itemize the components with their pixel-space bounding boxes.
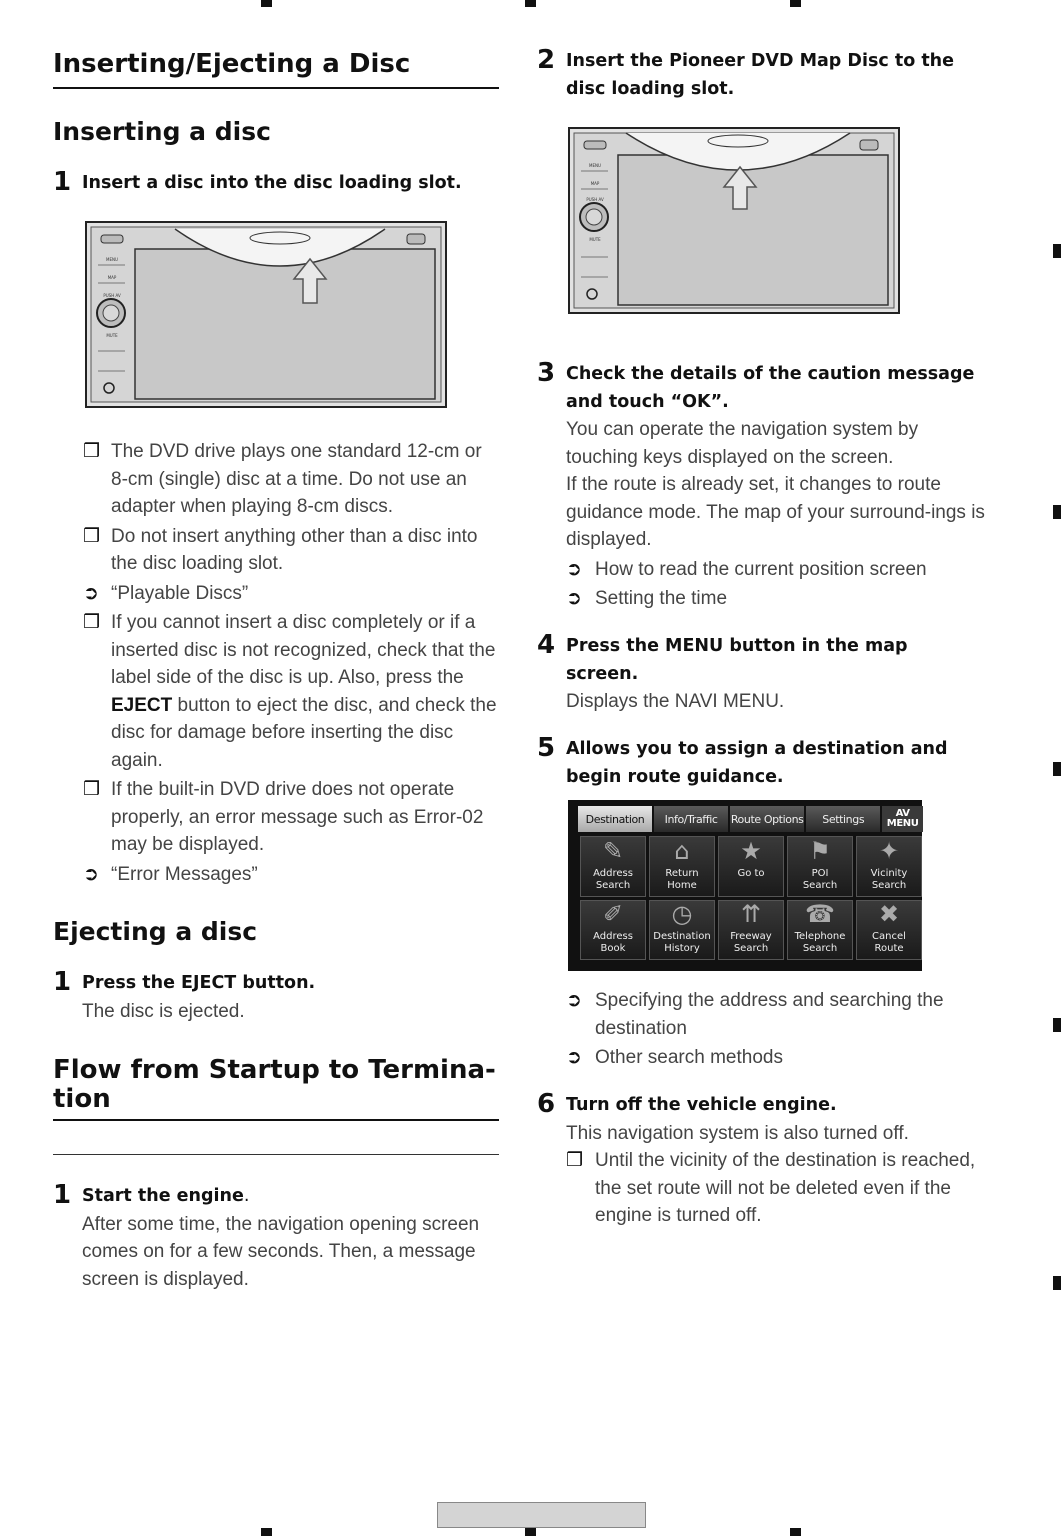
note-item	[53, 609, 499, 774]
registration-mark	[790, 1528, 801, 1536]
step-2	[537, 45, 987, 103]
step-body: This navigation system is also turned off.	[566, 1122, 909, 1144]
return-home-button[interactable]	[649, 836, 715, 897]
tab-settings[interactable]: Settings	[806, 806, 880, 832]
note-text: Do not insert anything other than a disc into the disc loading slot.	[111, 525, 478, 574]
note-item	[53, 776, 499, 859]
button-label: Route	[874, 943, 904, 954]
address-book-button[interactable]	[580, 900, 646, 961]
menu-tabs	[578, 806, 923, 832]
note-item	[53, 523, 499, 578]
note-text-after: button to eject the disc, and check the disc for damage before inserting the disc again.	[111, 694, 497, 771]
button-label: Home	[667, 879, 697, 891]
av-menu-button[interactable]	[882, 806, 923, 832]
bullet-box-icon: ❒	[83, 440, 101, 462]
address-search-icon: ✎	[602, 836, 624, 865]
registration-mark	[525, 0, 536, 7]
bullet-box-icon: ❒	[83, 524, 101, 547]
registration-mark	[261, 0, 272, 7]
history-icon: ◷	[671, 900, 693, 928]
map-label: MAP	[590, 181, 600, 186]
av-label: AV	[895, 808, 910, 819]
step-text	[82, 970, 499, 998]
menu-label: MENU	[106, 257, 118, 262]
step-number: 5	[537, 733, 556, 763]
step-text-main: Start the engine	[82, 1186, 244, 1206]
poi-icon: ⚑	[809, 836, 831, 865]
navi-menu-screen	[568, 800, 922, 971]
registration-mark	[525, 1528, 536, 1536]
button-label: Vicinity	[870, 867, 908, 879]
step-text-before: Press the	[566, 636, 666, 656]
address-search-button[interactable]	[580, 836, 646, 897]
button-label: Cancel	[872, 931, 906, 942]
registration-mark	[1053, 505, 1061, 519]
step-text: Turn off the vehicle engine.	[566, 1095, 837, 1115]
step-text-after: button in the map screen.	[566, 636, 908, 684]
note-text-before: If you cannot insert a disc completely or if a inserted disc is not recognized, check that the label side of the disc is up. Also, press the	[111, 612, 496, 688]
registration-mark	[1053, 1276, 1061, 1290]
step-number: 2	[537, 45, 556, 75]
freeway-search-button[interactable]	[718, 900, 784, 961]
button-label: Search	[802, 943, 838, 954]
title-line-2: tion	[53, 1084, 111, 1115]
step-text: Insert the Pioneer DVD Map Disc to the disc loading slot.	[566, 51, 955, 99]
reference-link[interactable]	[537, 585, 987, 613]
note-item	[53, 438, 499, 521]
step-text: Check the details of the caution message and touch “OK”.	[566, 364, 975, 412]
registration-mark	[790, 0, 801, 7]
step-text: Insert a disc into the disc loading slot.	[82, 173, 462, 193]
reference-arrow-icon: ➲	[83, 581, 99, 604]
subsection-heading: Ejecting a disc	[53, 917, 258, 946]
step-number: 1	[53, 967, 72, 997]
section-title	[53, 1056, 496, 1114]
step-text: Allows you to assign a destination and begin route guidance.	[566, 739, 948, 787]
map-label: MAP	[107, 275, 117, 280]
step-body: Displays the NAVI MENU.	[566, 691, 785, 712]
note-text: If the built-in DVD drive does not operate properly, an error message such as Error-02 may be displayed.	[111, 779, 484, 855]
menu-grid	[580, 836, 922, 960]
go-to-button[interactable]	[718, 836, 784, 897]
menu-keyword: MENU	[665, 636, 724, 656]
button-label: Search	[595, 879, 631, 891]
poi-search-button[interactable]	[787, 836, 853, 897]
push-av-label: PUSH AV	[586, 197, 604, 202]
page-number-box	[437, 1502, 646, 1528]
mute-label: MUTE	[106, 333, 118, 338]
reference-arrow-icon: ➲	[566, 587, 582, 609]
step-text-before: Press the	[82, 973, 182, 993]
button-label: Address	[593, 931, 633, 942]
reference-link[interactable]	[53, 580, 499, 608]
push-av-label: PUSH AV	[103, 293, 121, 298]
divider	[53, 1154, 499, 1155]
subsection-heading: Inserting a disc	[53, 117, 271, 146]
step-number: 6	[537, 1089, 556, 1119]
eject-keyword: EJECT	[111, 694, 173, 716]
step-1-insert	[53, 167, 499, 198]
step-body: After some time, the navigation opening screen comes on for a few seconds. Then, a message screen is displayed.	[82, 1213, 480, 1290]
step-number: 4	[537, 630, 556, 660]
registration-mark	[261, 1528, 272, 1536]
button-label: POI	[811, 867, 829, 879]
bullet-box-icon: ❒	[83, 778, 101, 800]
reference-link[interactable]	[53, 861, 499, 889]
button-label: Search	[802, 879, 838, 891]
note-text: Until the vicinity of the destination is reached, the set route will not be deleted even if the engine is turned off.	[595, 1150, 976, 1226]
menu-label: MENU	[886, 818, 919, 829]
telephone-icon: ☎	[805, 900, 835, 928]
tab-route-options[interactable]: Route Options	[730, 806, 804, 832]
address-book-icon: ✐	[602, 900, 624, 928]
reference-text: “Playable Discs”	[111, 582, 249, 604]
reference-text: How to read the current position screen	[595, 558, 927, 580]
reference-text: “Error Messages”	[111, 863, 258, 885]
section-title: Inserting/Ejecting a Disc	[53, 49, 411, 79]
home-icon: ⌂	[674, 836, 690, 865]
reference-arrow-icon: ➲	[83, 862, 99, 885]
step-4	[537, 630, 987, 716]
cancel-route-button[interactable]	[856, 900, 922, 961]
freeway-icon: ⇈	[740, 900, 762, 928]
button-label: History	[664, 943, 700, 954]
mute-label: MUTE	[589, 237, 601, 242]
reference-link[interactable]	[537, 1044, 987, 1072]
cancel-route-icon: ✖	[878, 900, 900, 928]
reference-link[interactable]	[537, 556, 987, 584]
title-line-1: Flow from Startup to Termina-	[53, 1055, 496, 1085]
menu-label: MENU	[589, 163, 601, 168]
vicinity-icon: ✦	[878, 836, 900, 865]
note-text: The DVD drive plays one standard 12-cm or 8-cm (single) disc at a time. Do not use an adapter when playing 8-cm discs.	[111, 441, 482, 517]
button-label: Freeway	[730, 931, 772, 942]
step-text-end: .	[243, 1186, 250, 1206]
reference-text: Specifying the address and searching the destination	[595, 990, 944, 1039]
destination-history-button[interactable]	[649, 900, 715, 961]
step-5-refs	[537, 987, 987, 1074]
reference-text: Setting the time	[595, 588, 728, 609]
step-text-after: button.	[236, 973, 316, 993]
star-icon: ★	[740, 836, 762, 865]
bullet-box-icon: ❒	[83, 611, 101, 633]
notes-list	[53, 438, 499, 890]
registration-mark	[1053, 762, 1061, 776]
button-label: Book	[600, 943, 626, 954]
button-label: Destination	[653, 931, 711, 942]
device-illustration	[85, 221, 448, 409]
button-label: Return	[665, 867, 699, 879]
button-label: Go to	[737, 867, 765, 879]
step-body: You can operate the navigation system by touching keys displayed on the screen.	[566, 419, 919, 468]
button-label: Address	[593, 867, 633, 879]
section-rule	[53, 1119, 499, 1121]
tab-info-traffic[interactable]: Info/Traffic	[654, 806, 728, 832]
step-1-eject	[53, 967, 499, 1025]
registration-mark	[1053, 1018, 1061, 1032]
step-5	[537, 733, 987, 791]
telephone-search-button[interactable]	[787, 900, 853, 961]
reference-link[interactable]	[537, 987, 987, 1042]
step-number: 1	[53, 167, 72, 197]
button-label	[749, 880, 752, 892]
step-body: The disc is ejected.	[82, 1000, 245, 1022]
step-6	[537, 1089, 987, 1232]
step-1-start	[53, 1180, 499, 1293]
reference-text: Other search methods	[595, 1047, 783, 1068]
step-text	[82, 1183, 499, 1211]
step-body: If the route is already set, it changes to route guidance mode. The map of your surround-ings is displayed.	[566, 474, 985, 550]
registration-mark	[1053, 244, 1061, 258]
step-number: 1	[53, 1180, 72, 1210]
tab-destination[interactable]: Destination	[578, 806, 652, 832]
reference-arrow-icon: ➲	[566, 1046, 582, 1068]
section-rule	[53, 87, 499, 89]
step-text	[566, 633, 956, 688]
reference-arrow-icon: ➲	[566, 557, 582, 580]
note-item	[537, 1147, 985, 1230]
step-3	[537, 358, 987, 615]
reference-arrow-icon: ➲	[566, 989, 582, 1011]
bullet-box-icon: ❒	[566, 1149, 584, 1171]
button-label: Telephone	[794, 931, 846, 942]
device-illustration	[568, 127, 901, 315]
button-label: Search	[871, 879, 907, 891]
eject-keyword: EJECT	[181, 973, 237, 993]
button-label: Search	[733, 943, 769, 954]
vicinity-search-button[interactable]	[856, 836, 922, 897]
step-number: 3	[537, 358, 556, 388]
